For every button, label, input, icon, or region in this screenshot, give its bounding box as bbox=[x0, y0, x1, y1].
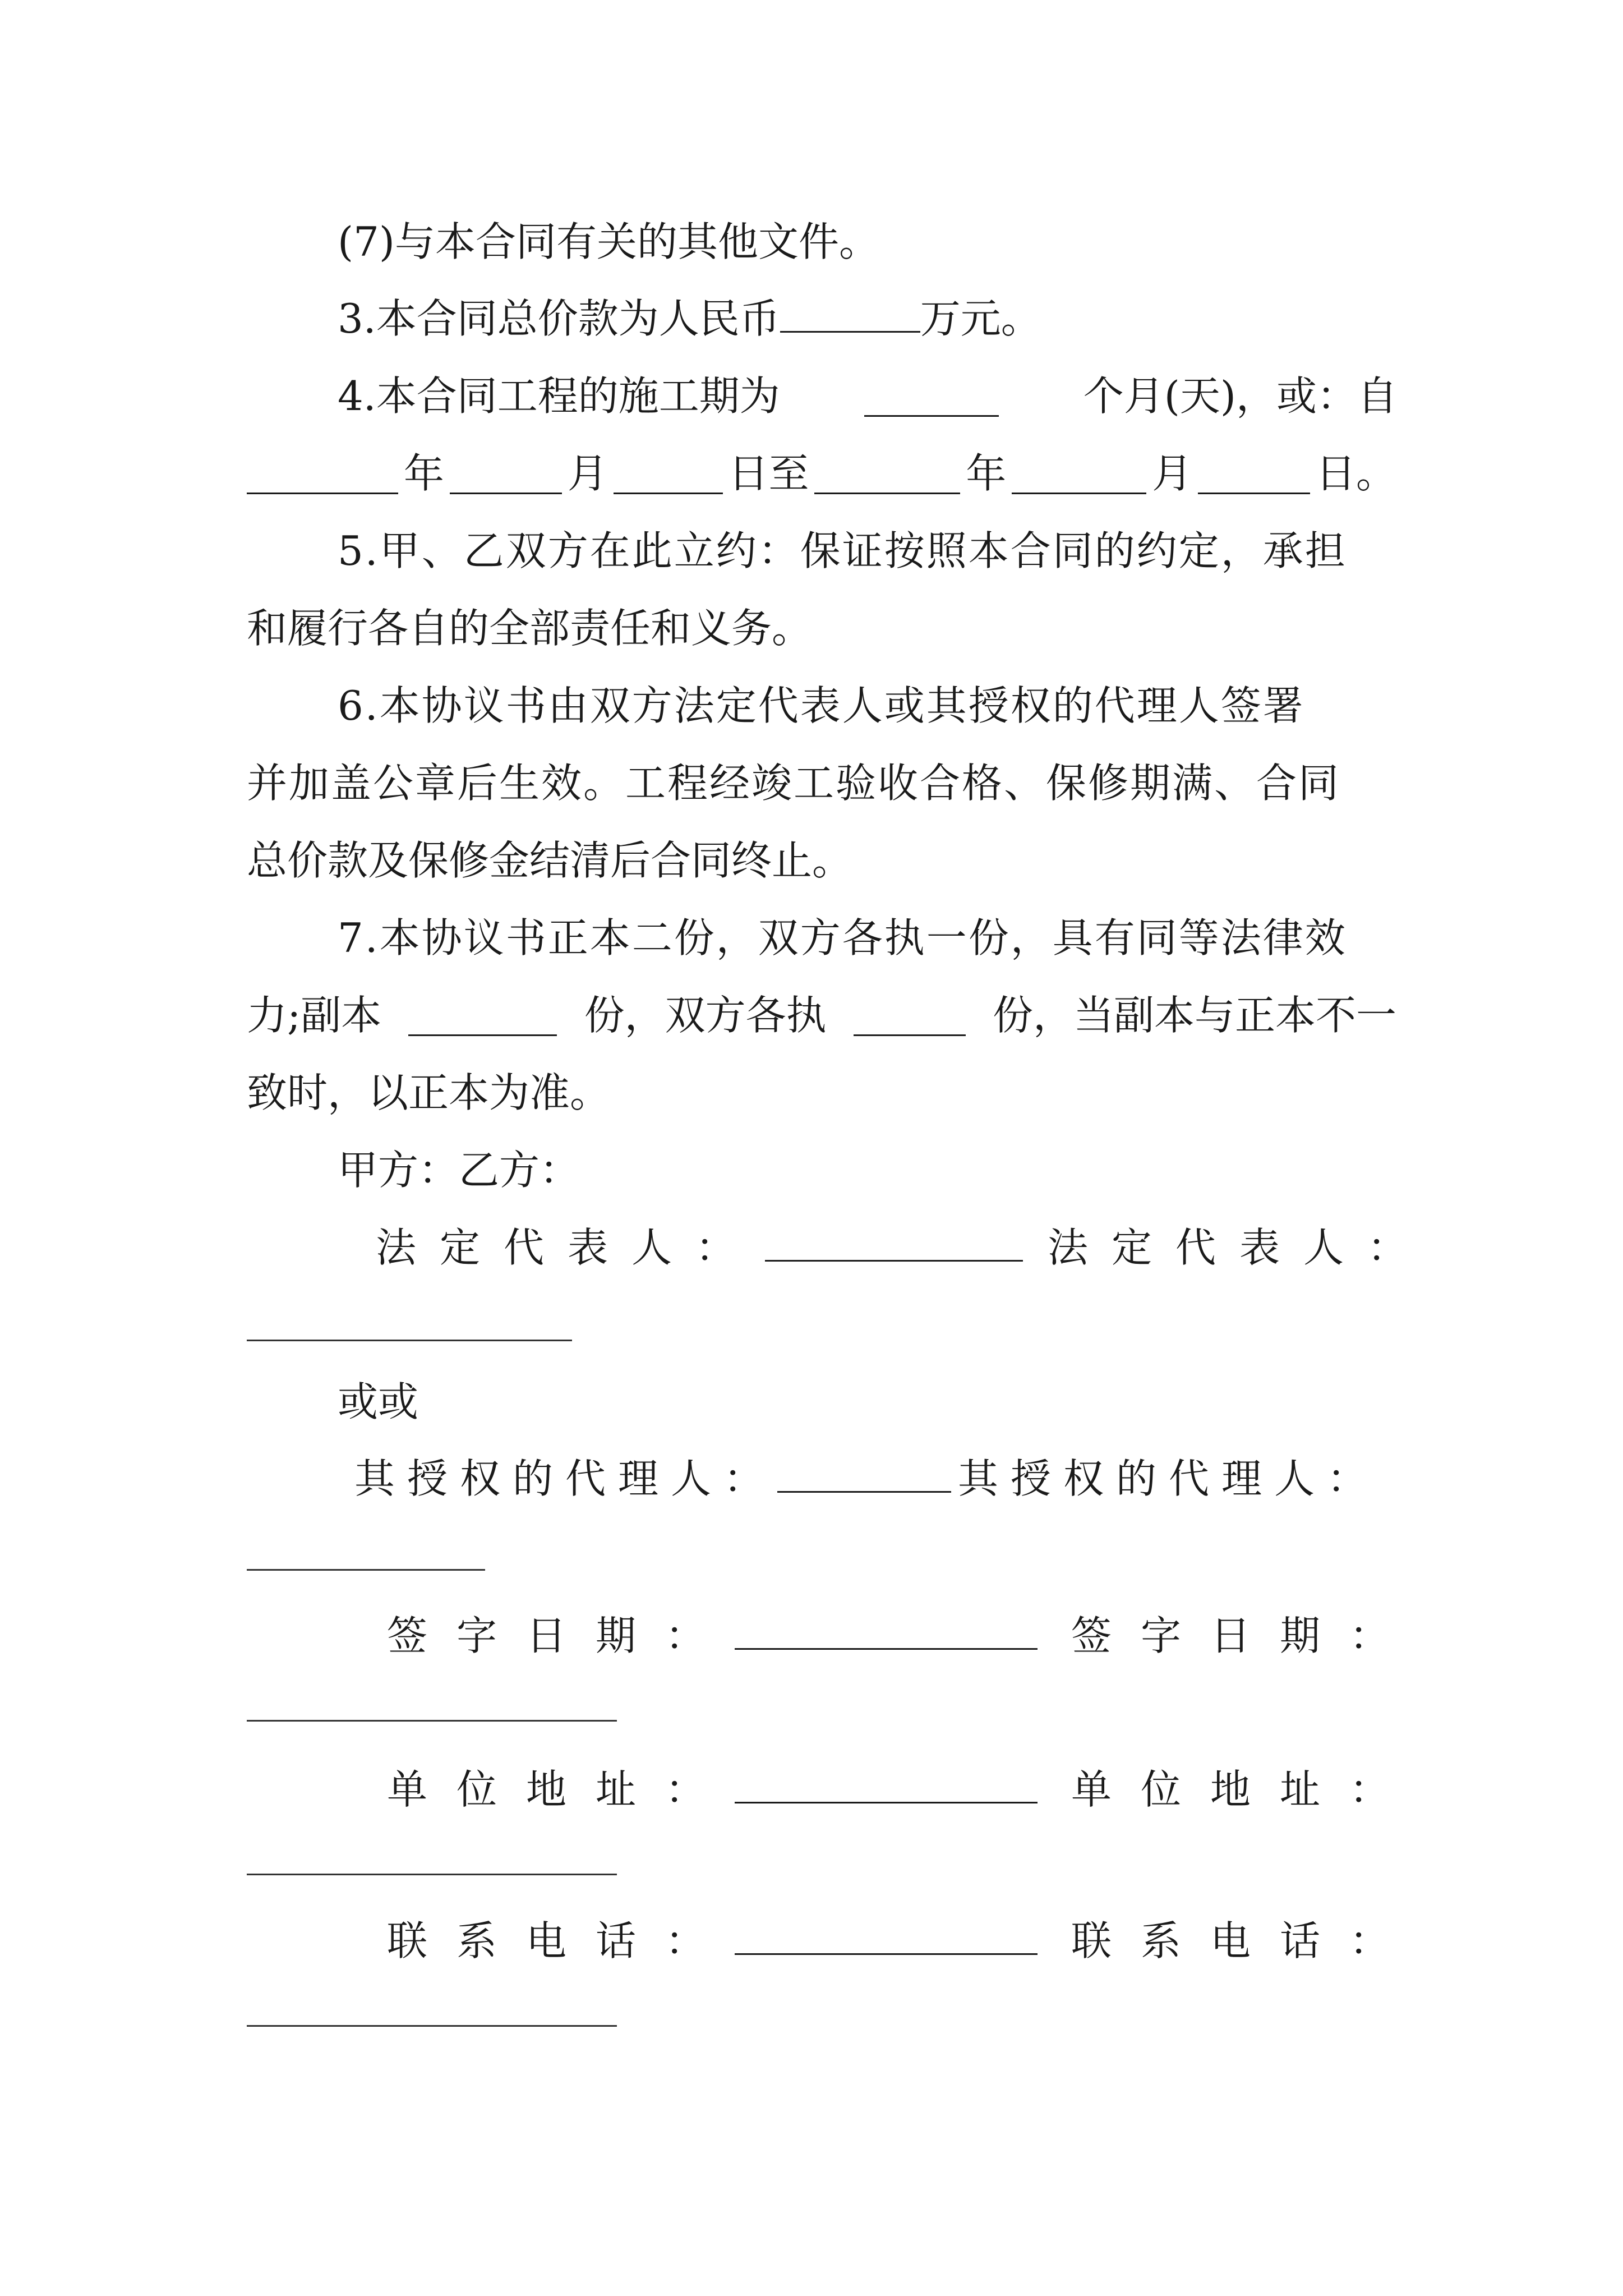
rep-blank-party-b[interactable] bbox=[247, 1340, 572, 1341]
paragraph-date-range bbox=[247, 442, 1396, 505]
copies-each-blank[interactable] bbox=[854, 995, 966, 1036]
copies-label: 力;副本 bbox=[247, 992, 382, 1039]
start-year-blank[interactable] bbox=[247, 453, 398, 494]
total-price-unit: 万元。 bbox=[920, 295, 1041, 342]
year-label-2: 年 bbox=[966, 450, 1007, 497]
agent-row bbox=[354, 1447, 1398, 1510]
date-label-party-b: 签字日期： bbox=[1071, 1612, 1419, 1659]
day-to-label: 日至 bbox=[728, 450, 809, 497]
address-blank-party-b[interactable] bbox=[247, 1874, 617, 1875]
phone-row bbox=[387, 1910, 1419, 1972]
paragraph-effective-2: 并加盖公章后生效。工程经竣工验收合格、保修期满、合同 bbox=[247, 760, 1341, 807]
date-row bbox=[387, 1604, 1419, 1667]
year-label: 年 bbox=[403, 450, 444, 497]
paragraph-other-documents: (7)与本合同有关的其他文件。 bbox=[338, 218, 879, 265]
paragraph-commitment-1: 5.甲、乙双方在此立约：保证按照本合同的约定，承担 bbox=[338, 527, 1347, 574]
end-month-blank[interactable] bbox=[1012, 453, 1146, 494]
address-label-party-a: 单位地址： bbox=[387, 1766, 735, 1813]
agent-label-party-b: 其授权的代理人： bbox=[958, 1455, 1380, 1502]
month-label: 月 bbox=[567, 450, 608, 497]
agent-label-party-a: 其授权的代理人： bbox=[354, 1455, 777, 1502]
paragraph-effective-3: 总价款及保修金结清后合同终止。 bbox=[247, 837, 853, 884]
phone-label-party-a: 联系电话： bbox=[387, 1917, 735, 1964]
start-day-blank[interactable] bbox=[614, 453, 723, 494]
or-label: 或或 bbox=[338, 1378, 419, 1425]
paragraph-commitment-2: 和履行各自的全部责任和义务。 bbox=[247, 605, 813, 652]
date-label-party-a: 签字日期： bbox=[387, 1612, 735, 1659]
paragraph-copies-3: 致时，以正本为准。 bbox=[247, 1069, 611, 1116]
paragraph-copies-1: 7.本协议书正本二份，双方各执一份，具有同等法律效 bbox=[338, 914, 1347, 961]
address-label-party-b: 单位地址： bbox=[1071, 1766, 1419, 1813]
phone-blank-party-b[interactable] bbox=[247, 2025, 617, 2027]
end-day-blank[interactable] bbox=[1198, 453, 1310, 494]
date-blank-party-a[interactable] bbox=[735, 1609, 1038, 1650]
agent-blank-party-b[interactable] bbox=[247, 1569, 485, 1571]
total-price-blank[interactable] bbox=[780, 292, 920, 333]
copies-each-label: 份，双方各执 bbox=[584, 992, 827, 1039]
address-row bbox=[387, 1758, 1419, 1821]
day-end-label: 日。 bbox=[1315, 450, 1396, 497]
total-price-label: 3.本合同总价款为人民币 bbox=[338, 295, 780, 342]
paragraph-total-price bbox=[338, 287, 1487, 350]
period-label: 4.本合同工程的施工期为 bbox=[338, 372, 780, 420]
end-year-blank[interactable] bbox=[814, 453, 960, 494]
phone-label-party-b: 联系电话： bbox=[1071, 1917, 1419, 1964]
paragraph-effective-1: 6.本协议书由双方法定代表人或其授权的代理人签署 bbox=[338, 682, 1305, 729]
start-month-blank[interactable] bbox=[450, 453, 562, 494]
parties-label: 甲方：乙方： bbox=[338, 1147, 580, 1194]
paragraph-copies-2 bbox=[247, 984, 1396, 1047]
period-suffix: 个月(天)，或：自 bbox=[1083, 372, 1398, 420]
address-blank-party-a[interactable] bbox=[735, 1763, 1038, 1803]
rep-label-party-b: 法定代表人： bbox=[1048, 1224, 1432, 1271]
rep-row bbox=[376, 1216, 1432, 1279]
month-label-2: 月 bbox=[1152, 450, 1193, 497]
phone-blank-party-a[interactable] bbox=[735, 1914, 1038, 1955]
copies-suffix: 份，当副本与正本不一 bbox=[992, 992, 1396, 1039]
rep-label-party-a: 法定代表人： bbox=[376, 1224, 760, 1271]
date-blank-party-b[interactable] bbox=[247, 1720, 617, 1722]
agent-blank-party-a[interactable] bbox=[777, 1452, 951, 1493]
rep-blank-party-a[interactable] bbox=[765, 1221, 1023, 1262]
period-blank[interactable] bbox=[864, 376, 999, 417]
copies-blank[interactable] bbox=[408, 995, 557, 1036]
paragraph-construction-period bbox=[338, 365, 1398, 427]
